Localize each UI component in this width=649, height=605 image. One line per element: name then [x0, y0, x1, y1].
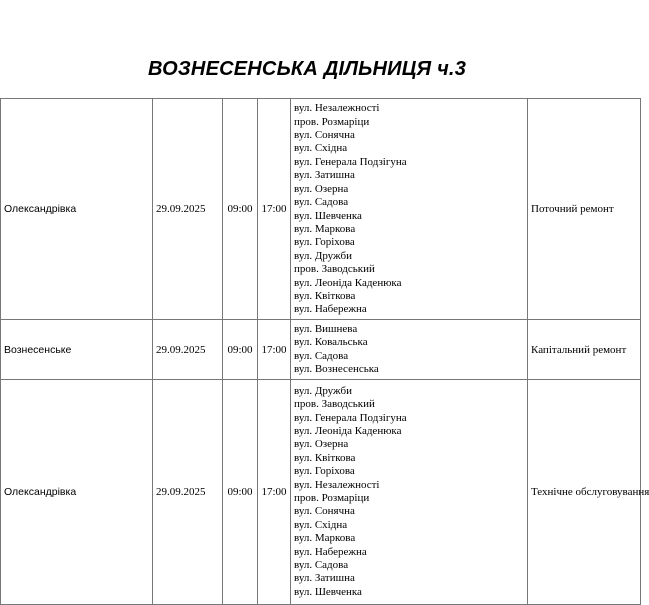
- street-item: вул. Озерна: [294, 438, 349, 451]
- start-time-cell: 09:00: [223, 320, 258, 380]
- street-item: вул. Шевченка: [294, 209, 362, 222]
- streets-cell: [291, 380, 528, 605]
- street-item: вул. Садова: [294, 559, 349, 572]
- street-item: вул. Озерна: [294, 182, 349, 195]
- street-item: пров. Розмарiци: [294, 115, 370, 128]
- street-item: вул. Ковальська: [294, 336, 368, 349]
- street-item: вул. Дружби: [294, 384, 352, 397]
- street-item: вул. Незалежності: [294, 478, 380, 491]
- street-item: вул. Генерала Подзігуна: [294, 155, 407, 168]
- locality-cell: Олександрівка: [1, 99, 153, 320]
- date-cell: 29.09.2025: [153, 380, 223, 605]
- table-row: [1, 380, 641, 605]
- street-item: вул. Квіткова: [294, 451, 356, 464]
- street-item: вул. Горіхова: [294, 465, 355, 478]
- table-row: [1, 320, 641, 380]
- street-item: вул. Садова: [294, 349, 349, 362]
- street-item: пров. Розмарiци: [294, 492, 370, 504]
- locality-cell: Вознесенське: [1, 320, 153, 380]
- street-item: вул. Генерала Подзігуна: [294, 411, 407, 424]
- street-item: пров. Заводський: [294, 263, 375, 276]
- end-time-cell: 17:00: [258, 320, 291, 380]
- street-item: вул. Садова: [294, 196, 349, 209]
- street-item: вул. Вознесенська: [294, 362, 379, 375]
- street-item: вул. Горіхова: [294, 236, 355, 249]
- street-item: вул. Східна: [294, 142, 348, 155]
- streets-cell: [291, 99, 528, 320]
- work-type-cell: Капітальний ремонт: [528, 320, 641, 380]
- locality-cell: Олександрівка: [1, 380, 153, 605]
- street-item: вул. Леоніда Каденюка: [294, 276, 402, 289]
- street-item: вул. Маркова: [294, 222, 356, 235]
- end-time-cell: 17:00: [258, 380, 291, 605]
- start-time-cell: 09:00: [223, 99, 258, 320]
- start-time-cell: 09:00: [223, 380, 258, 605]
- street-item: вул. Незалежності: [294, 102, 380, 115]
- date-cell: 29.09.2025: [153, 99, 223, 320]
- end-time-cell: 17:00: [258, 99, 291, 320]
- page-title: ВОЗНЕСЕНСЬКА ДІЛЬНИЦЯ ч.3: [147, 58, 467, 80]
- street-item: вул. Шевченка: [294, 585, 362, 598]
- street-item: вул. Затишна: [294, 572, 355, 585]
- date-cell: 29.09.2025: [153, 320, 223, 380]
- street-item: вул. Східна: [294, 518, 348, 531]
- work-type-cell: Технічне обслуговування: [528, 380, 641, 605]
- table-row: [1, 99, 641, 320]
- work-type-cell: Поточний ремонт: [528, 99, 641, 320]
- street-item: пров. Заводський: [294, 398, 375, 411]
- street-item: вул. Квіткова: [294, 289, 356, 302]
- street-item: вул. Набережна: [294, 545, 367, 558]
- street-item: вул. Затишна: [294, 169, 355, 182]
- street-item: вул. Маркова: [294, 532, 356, 545]
- streets-cell: [291, 320, 528, 380]
- street-item: вул. Сонячна: [294, 505, 355, 518]
- street-item: вул. Сонячна: [294, 129, 355, 142]
- street-item: вул. Набережна: [294, 303, 367, 316]
- outage-schedule-table: [0, 98, 649, 605]
- street-item: вул. Вишнева: [294, 322, 358, 335]
- street-item: вул. Леоніда Каденюка: [294, 424, 402, 437]
- street-item: вул. Дружби: [294, 249, 352, 262]
